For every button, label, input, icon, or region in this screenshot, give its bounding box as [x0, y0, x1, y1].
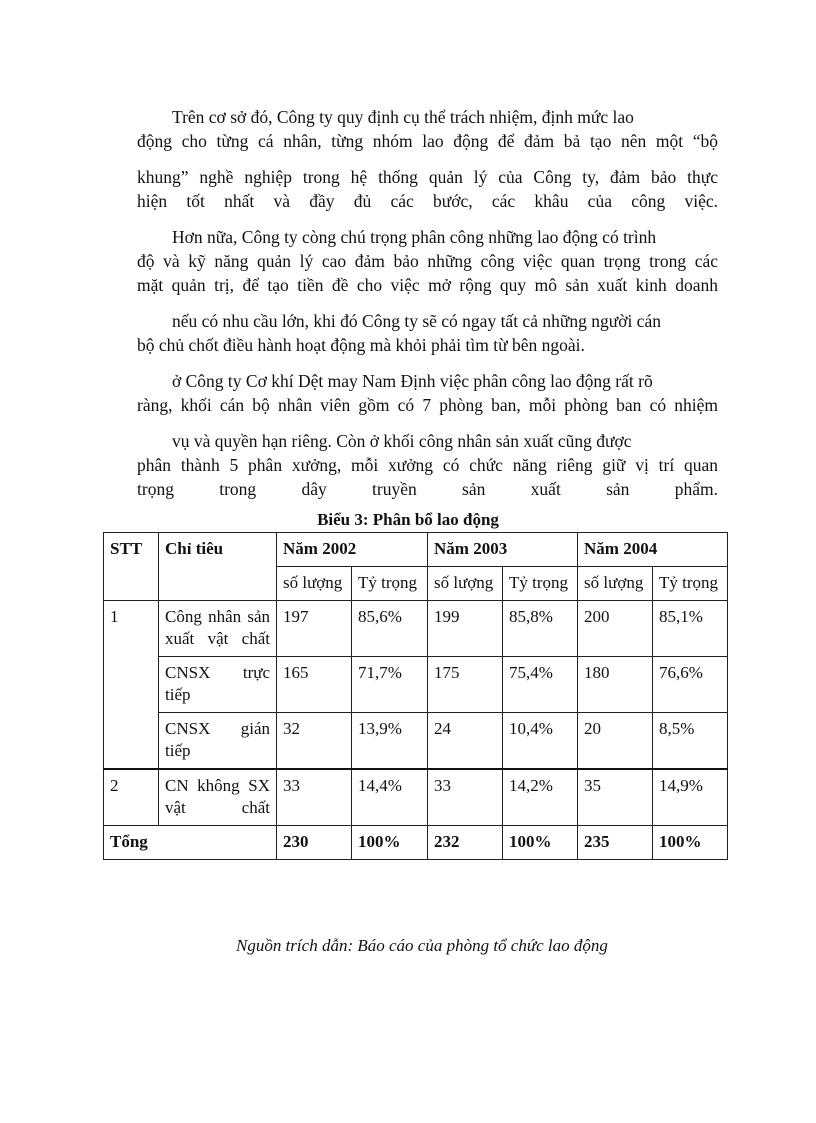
indicator-cell: CNSX gián tiếp [159, 713, 277, 770]
value-cell: 13,9% [352, 713, 428, 770]
paragraph-line: ràng, khối cán bộ nhân viên gồm có 7 phòng ban, mỗi phòng ban có nhiệm [137, 395, 718, 415]
share-subheader: Tỷ trọng [503, 567, 578, 601]
total-value: 100% [653, 826, 728, 860]
paragraph-line: Trên cơ sở đó, Công ty quy định cụ thể trách nhiệm, định mức lao [172, 107, 634, 127]
stt-cell: 2 [104, 769, 159, 826]
paragraph-line: Hơn nữa, Công ty còng chú trọng phân công những lao động có trình [172, 227, 657, 247]
value-cell: 14,2% [503, 769, 578, 826]
year-header: Năm 2004 [578, 533, 728, 567]
paragraph-line: độ và kỹ năng quản lý cao đảm bảo những công việc quan trọng trong các [137, 251, 718, 271]
table-row [104, 657, 728, 713]
value-cell: 10,4% [503, 713, 578, 770]
value-cell: 85,8% [503, 601, 578, 657]
value-cell: 199 [428, 601, 503, 657]
total-value: 235 [578, 826, 653, 860]
paragraph-line: nếu có nhu cầu lớn, khi đó Công ty sẽ có ngay tất cả những người cán [172, 311, 661, 331]
value-cell: 197 [277, 601, 352, 657]
value-cell: 33 [277, 769, 352, 826]
value-cell: 75,4% [503, 657, 578, 713]
value-cell: 85,6% [352, 601, 428, 657]
value-cell: 33 [428, 769, 503, 826]
share-subheader: Tỷ trọng [352, 567, 428, 601]
table-row [104, 769, 728, 826]
paragraph-line: mặt quản trị, để tạo tiền đề cho việc mở rộng quy mô sản xuất kinh doanh [137, 275, 718, 295]
total-value: 232 [428, 826, 503, 860]
value-cell: 20 [578, 713, 653, 770]
value-cell: 8,5% [653, 713, 728, 770]
paragraph-line: ở Công ty Cơ khí Dệt may Nam Định việc phân công lao động rất rõ [172, 371, 653, 391]
total-label: Tổng [104, 826, 277, 860]
paragraph-line: bộ chủ chốt điều hành hoạt động mà khỏi phải tìm từ bên ngoài. [137, 335, 585, 355]
value-cell: 71,7% [352, 657, 428, 713]
table-row [104, 601, 728, 657]
paragraph-line: hiện tốt nhất và đầy đủ các bước, các khâu của công việc. [137, 191, 718, 211]
count-subheader: số lượng [578, 567, 653, 601]
value-cell: 76,6% [653, 657, 728, 713]
table-row [104, 713, 728, 770]
source-note: Nguồn trích dẫn: Báo cáo của phòng tổ chức lao động [236, 936, 608, 955]
share-subheader: Tỷ trọng [653, 567, 728, 601]
value-cell: 14,4% [352, 769, 428, 826]
paragraph-line: trọng trong dây truyền sản xuất sản phẩm. [137, 479, 718, 499]
value-cell: 35 [578, 769, 653, 826]
header-row [104, 533, 728, 567]
value-cell: 200 [578, 601, 653, 657]
total-row [104, 826, 728, 860]
count-subheader: số lượng [428, 567, 503, 601]
table-caption: Biểu 3: Phân bổ lao động [317, 510, 499, 529]
paragraph-line: vụ và quyền hạn riêng. Còn ở khối công nhân sản xuất cũng được [172, 431, 632, 451]
paragraph-line: động cho từng cá nhân, từng nhóm lao động để đảm bả tạo nên một “bộ [137, 131, 718, 151]
indicator-cell: CNSX trực tiếp [159, 657, 277, 713]
value-cell: 24 [428, 713, 503, 770]
value-cell: 14,9% [653, 769, 728, 826]
paragraph-line: khung” nghề nghiệp trong hệ thống quản lý của Công ty, đảm bảo thực [137, 167, 718, 187]
indicator-header: Chỉ tiêu [159, 533, 277, 601]
value-cell: 165 [277, 657, 352, 713]
year-header: Năm 2003 [428, 533, 578, 567]
indicator-cell: Công nhân sản xuất vật chất [159, 601, 277, 657]
paragraph-line: phân thành 5 phân xưởng, mỗi xưởng có chức năng riêng giữ vị trí quan [137, 455, 718, 475]
value-cell: 175 [428, 657, 503, 713]
stt-header: STT [104, 533, 159, 601]
stt-cell: 1 [104, 601, 159, 770]
value-cell: 85,1% [653, 601, 728, 657]
indicator-cell: CN không SX vật chất [159, 769, 277, 826]
total-value: 100% [352, 826, 428, 860]
value-cell: 180 [578, 657, 653, 713]
total-value: 100% [503, 826, 578, 860]
count-subheader: số lượng [277, 567, 352, 601]
value-cell: 32 [277, 713, 352, 770]
year-header: Năm 2002 [277, 533, 428, 567]
labor-allocation-table [103, 532, 728, 860]
total-value: 230 [277, 826, 352, 860]
